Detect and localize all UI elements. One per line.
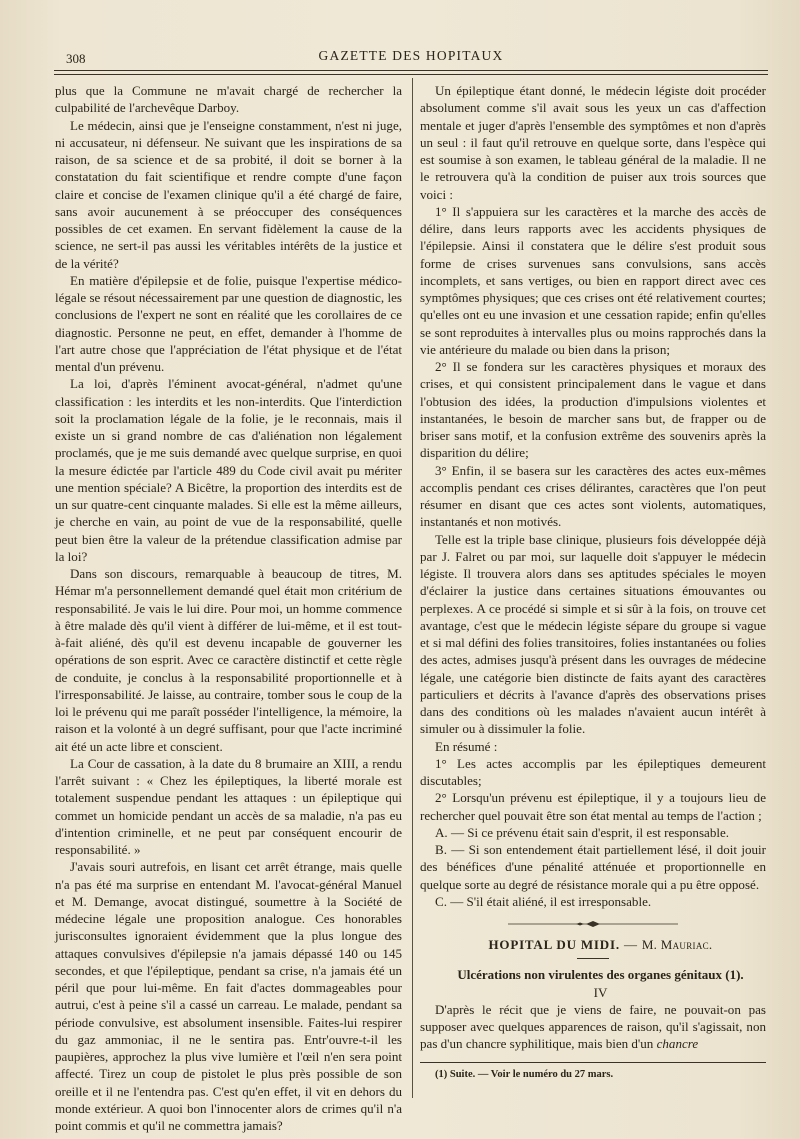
running-head xyxy=(54,47,768,69)
paragraph: En matière d'épilepsie et de folie, puisque l'expertise médico-légale se résout nécessairement par une question de diagnostic, les conclusions de l'expert ne sont en réalité que les corollaires de ce diagnostic. Personne ne peut, en effet, demander à l'homme de l'art autre chose que l'appréciation de l'état physique et de l'état mental d'un prévenu. xyxy=(55,272,402,374)
article-title: Ulcérations non virulentes des organes génitaux (1). xyxy=(457,967,744,983)
paragraph: Le médecin, ainsi que je l'enseigne constamment, n'est ni juge, ni accusateur, ni défenseur. Ne suivant que les inspirations de sa raison, de sa science et de sa probité, il doit se borner à la constatation du fait scientifique et rendre compte d'une façon claire et concise de l'examen clinique qu'il a été chargé de faire, sans avoir aucunement à se préoccuper des conséquences possibles de cet examen. En servant fidèlement la cause de la science, ne sert-il pas aussi les véritables intérêts de la justice et de la vérité? xyxy=(55,117,402,271)
section-ornament xyxy=(420,920,766,928)
paragraph: La loi, d'après l'éminent avocat-général, n'admet qu'une classification : les interdits et les non-interdits. Que l'interdiction soit la proclamation légale de la folie, je le reconnais, mais il existe un si grand nombre de cas d'aliénation non légalement proclamés, que je me suis demandé avec quelque surprise, en quoi la mesure édictée par l'article 489 du Code civil avait pu mériter une mention spéciale? A Bicêtre, la proportion des interdits est de un sur quatre-cent cinquante malades. Si elle est la même ailleurs, je cherche en vain, au point de vue de la responsabilité, quelle peut bien être la valeur de la prétendue classification admise par la loi? xyxy=(55,376,402,564)
page-number: 308 xyxy=(66,51,86,66)
header-rule-bottom xyxy=(54,74,768,75)
article-paragraph xyxy=(420,1001,766,1053)
ornament-rule-icon xyxy=(508,920,678,928)
right-column xyxy=(420,82,766,1083)
paragraph: Dans son discours, remarquable à beaucoup de titres, M. Hémar m'a personnellement demandé quel était mon critérium de responsabilité. Je vais le lui dire. Pour moi, un homme commence à être malade dès qu'il vient à différer de lui-même, et il est tout-à-fait aliéné, dès qu'il est devenu incapable de gouverner les opérations de son esprit. Avec ce caractère distinctif et cette règle de conduite, je conclus à la responsabilité proportionnelle et à l'irresponsabilité. Je laisse, au contraire, tomber sous le coup de la loi le prévenu qui me paraît posséder l'intelligence, la mémoire, la raison et la volonté à un degré suffisant, pour que l'acte incriminé ait été un acte libre et conscient. xyxy=(55,566,402,754)
journal-title: GAZETTE DES HOPITAUX xyxy=(318,48,504,63)
section-heading xyxy=(420,936,766,953)
section-heading-title: HOPITAL DU MIDI. xyxy=(488,937,620,952)
paragraph: 1° Il s'appuiera sur les caractères et la marche des accès de délire, dans leurs rapports avec les accidents physiques de l'épilepsie. Ainsi il constatera que le délire s'est produit sous forme de crises survenues sans convulsions, sans accès incomplets, et sans vertiges, ou bien en rapport direct avec ces symptômes physiques; que ces crises ont été relativement courtes; qu'elles ont eu une invasion et une cessation rapide; enfin qu'elles se sont reproduites à intervalles plus ou moins rapprochés dans la vie antérieure du malade ou bien dans la prison; xyxy=(420,203,766,357)
paragraph: En résumé : xyxy=(435,738,498,754)
footnote: (1) Suite. — Voir le numéro du 27 mars. xyxy=(435,1068,614,1080)
paragraph: C. — S'il était aliéné, il est irresponsable. xyxy=(435,893,652,909)
paragraph: J'avais souri autrefois, en lisant cet arrêt étrange, mais quelle n'a pas été ma surprise en entendant M. l'avocat-général Manuel et M. Demange, avocat distingué, soumettre à la Société de médecine légale une proposition analogue. Ces honorables jurisconsultes ignoraient évidemment que la plus longue des attaques convulsives d'épilepsie n'a jamais dépassé 140 ou 145 secondes, et que l'épileptique, pendant sa crise, n'a jamais été un péril que pour lui-même. En fait d'actes dommageables pour autrui, c'est à peine s'il a cassé un carreau. Le malade, pendant sa période convulsive, est absolument insensible. Faites-lui respirer du gaz ammoniac, il ne le sentira pas. Entr'ouvre-t-il les paupières, approchez la plus vive lumière et l'œil n'en sera point affecté. Tirez un coup de pistolet le plus près possible de son oreille et il ne l'entendra pas. C'est qu'en effet, il vit en dehors du monde extérieur. A quoi bon l'innocenter alors de crimes qu'il n'a point commis et qu'il ne commettra jamais? xyxy=(55,859,402,1133)
paragraph: B. — Si son entendement était partiellement lésé, il doit jouir des bénéfices d'une pénalité atténuée et proportionnelle en quelque sorte au degré de résistance morale qui a pu être opposé. xyxy=(420,842,766,892)
paragraph: Un épileptique étant donné, le médecin légiste doit procéder absolument comme s'il avait sous les yeux un cas d'affection mentale et juger d'après l'ensemble des symptômes et non d'après un seul : il faut qu'il retrouve en quelque sorte, dans l'espèce qui est soumise à son examen, le tableau général de la maladie. Il ne le retrouvera qu'à la condition de puiser aux trois sources que voici : xyxy=(420,83,766,202)
footnote-rule xyxy=(420,1062,766,1063)
column-divider xyxy=(412,78,413,1098)
short-rule xyxy=(577,958,609,959)
section-heading-author: M. Mauriac. xyxy=(641,937,713,952)
paragraph: plus que la Commune ne m'avait chargé de rechercher la culpabilité de l'archevêque Darboy. xyxy=(55,83,402,116)
left-column xyxy=(55,82,402,1134)
paragraph: 3° Enfin, il se basera sur les caractères des actes eux-mêmes accomplis pendant ces crises délirantes, caractères que l'on peut résumer en disant que ces actes sont violents, automatiques, instantanés et non motivés. xyxy=(420,462,766,530)
paragraph: Telle est la triple base clinique, plusieurs fois développée déjà par J. Falret ou par moi, sur laquelle doit s'appuyer le médecin légiste. Il trouvera alors dans ses aptitudes spéciales le moyen d'éclairer la justice dans certaines situations émouvantes ou perplexes. A ce procédé si simple et si sûr à la fois, on trouve cet avantage, c'est que le médecin légiste sépare du groupe si vague et si mal défini des folies transitoires, folies instantanées ou folies des actes, admises jusqu'à présent dans les ouvrages de médecine légale, une catégorie bien distincte de faits ayant des caractères particuliers et décrits à l'avance d'après des observations prises dans des conditions où les malades n'avaient aucun intérêt à simuler ou à dissimuler la folie. xyxy=(420,531,766,737)
part-number: IV xyxy=(593,984,608,1000)
paragraph: La Cour de cassation, à la date du 8 brumaire an XIII, a rendu l'arrêt suivant : « Chez les épileptiques, la liberté morale est totalement suspendue pendant les attaques : un épileptique qui commet un homicide pendant un accès de sa maladie, n'a pas eu d'intention criminelle, et ne peut par conséquent encourir de responsabilité. » xyxy=(55,755,402,857)
paragraph: 1° Les actes accomplis par les épileptiques demeurent discutables; xyxy=(420,755,766,788)
article-paragraph-text: D'après le récit que je viens de faire, ne pouvait-on pas supposer avec quelques apparences de raison, qu'il s'agissait, non pas d'un chancre syphilitique, mais bien d'un xyxy=(420,1001,766,1052)
section-heading-separator: — xyxy=(623,937,638,952)
article-paragraph-italic: chancre xyxy=(656,1036,699,1052)
paragraph: 2° Il se fondera sur les caractères physiques et moraux des crises, et qui consistent principalement dans le vague et dans l'obtusion des idées, la production d'impulsions violentes et instantanées, le besoin de marcher sans but, de frapper ou de briser sans motif, et la confusion extrême des souvenirs après la disparition du délire; xyxy=(420,359,766,461)
paragraph: 2° Lorsqu'un prévenu est épileptique, il y a toujours lieu de rechercher quel pouvait être son état mental au temps de l'action ; xyxy=(420,790,766,823)
header-rule-top xyxy=(54,70,768,71)
paragraph: A. — Si ce prévenu était sain d'esprit, il est responsable. xyxy=(435,824,730,840)
